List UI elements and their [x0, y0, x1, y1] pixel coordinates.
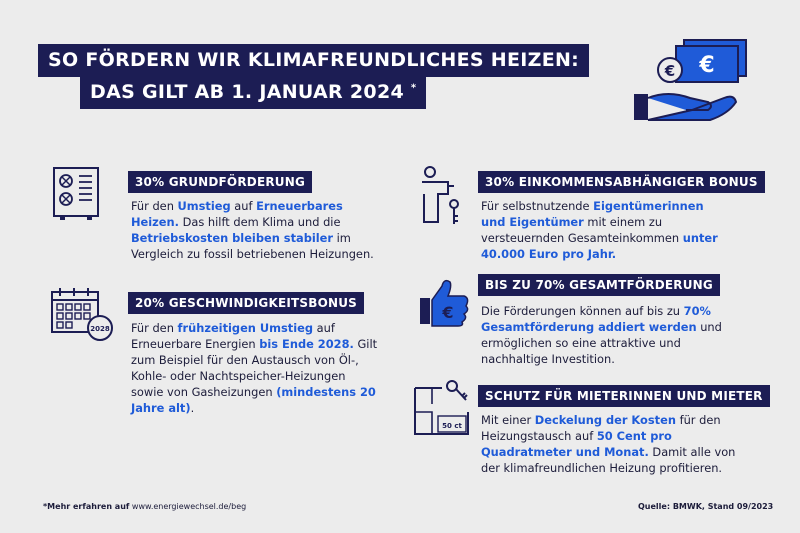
- heating-unit-icon: [52, 166, 100, 222]
- highlight-text: (mindestens 20 Jahre alt): [131, 385, 376, 415]
- heading-einkommensbonus: 30% EINKOMMENSABHÄNGIGER BONUS: [478, 171, 765, 193]
- thumbs-up-euro-icon: [418, 276, 470, 332]
- heading-gesamtfoerderung: BIS ZU 70% GESAMTFÖRDERUNG: [478, 274, 720, 296]
- body-text-run: .: [190, 401, 195, 415]
- title-line-2-text: DAS GILT AB 1. JANUAR 2024: [90, 81, 404, 103]
- highlight-text: unter 40.000 Euro pro Jahr.: [481, 231, 718, 261]
- body-text-run: für den Heizungstausch auf: [481, 413, 721, 443]
- title-line-2: [80, 76, 426, 109]
- hand-money-icon: [628, 28, 758, 128]
- highlight-text: Betriebskosten bleiben stabiler: [131, 231, 334, 245]
- svg-text:€: €: [442, 303, 454, 322]
- title-asterisk: *: [410, 82, 417, 94]
- body-grundfoerderung: [131, 198, 381, 262]
- body-text-run: Die Förderungen können auf bis zu: [481, 304, 684, 318]
- heading-mieterschutz: SCHUTZ FÜR MIETERINNEN UND MIETER: [478, 385, 770, 407]
- highlight-text: bis Ende 2028.: [259, 337, 354, 351]
- heading-geschwindigkeitsbonus: 20% GESCHWINDIGKEITSBONUS: [128, 292, 364, 314]
- footer-left: [43, 502, 246, 511]
- highlight-text: 70% Gesamtförderung addiert werden: [481, 304, 711, 334]
- highlight-text: Eigentümerinnen und Eigentümer: [481, 199, 704, 229]
- body-text-run: Das hilft dem Klima und die: [178, 215, 341, 229]
- body-text-run: Gilt zum Beispiel für den Austausch von Öl-, Kohle- oder Nachtspeicher-Heizungen sowie von Gasheizungen: [131, 337, 378, 399]
- heading-grundfoerderung: 30% GRUNDFÖRDERUNG: [128, 171, 312, 193]
- calendar-year-label: 2028: [90, 325, 110, 333]
- body-text-run: Damit alle von der klimafreundlichen Heizung profitieren.: [481, 445, 736, 475]
- calendar-icon: [50, 286, 114, 342]
- svg-text:€: €: [664, 62, 676, 80]
- body-text-run: Für selbstnutzende: [481, 199, 594, 213]
- body-einkommensbonus: [481, 198, 731, 262]
- body-text-run: auf: [230, 199, 257, 213]
- highlight-text: Erneuerbares Heizen.: [131, 199, 343, 229]
- footer-more-label: *Mehr erfahren auf: [43, 502, 130, 511]
- body-text-run: und ermöglichen so eine attraktive und nachhaltige Investition.: [481, 320, 722, 366]
- body-text-run: auf Erneuerbare Energien: [131, 321, 335, 351]
- homeowner-key-icon: [418, 164, 468, 234]
- highlight-text: Umstieg: [177, 199, 231, 213]
- footer-source: Quelle: BMWK, Stand 09/2023: [638, 502, 774, 511]
- highlight-text: frühzeitigen Umstieg: [177, 321, 314, 335]
- body-text-run: Für den: [131, 199, 178, 213]
- body-text-run: mit einem zu versteuernden Gesamteinkommen: [481, 215, 683, 245]
- body-text-run: Für den: [131, 321, 178, 335]
- body-geschwindigkeitsbonus: [131, 320, 381, 416]
- floorplan-price-label: 50 ct: [442, 422, 462, 430]
- highlight-text: Deckelung der Kosten: [534, 413, 676, 427]
- highlight-text: 50 Cent pro Quadratmeter und Monat.: [481, 429, 672, 459]
- body-mieterschutz: [481, 412, 743, 476]
- body-text-run: im Vergleich zu fossil betriebenen Heizungen.: [131, 231, 374, 261]
- footer-url-link[interactable]: www.energiewechsel.de/beg: [131, 502, 247, 511]
- body-text-run: Mit einer: [481, 413, 535, 427]
- svg-text:€: €: [699, 53, 715, 78]
- title-line-1: SO FÖRDERN WIR KLIMAFREUNDLICHES HEIZEN:: [38, 44, 589, 77]
- body-gesamtfoerderung: [481, 303, 731, 367]
- floorplan-key-icon: [412, 378, 472, 438]
